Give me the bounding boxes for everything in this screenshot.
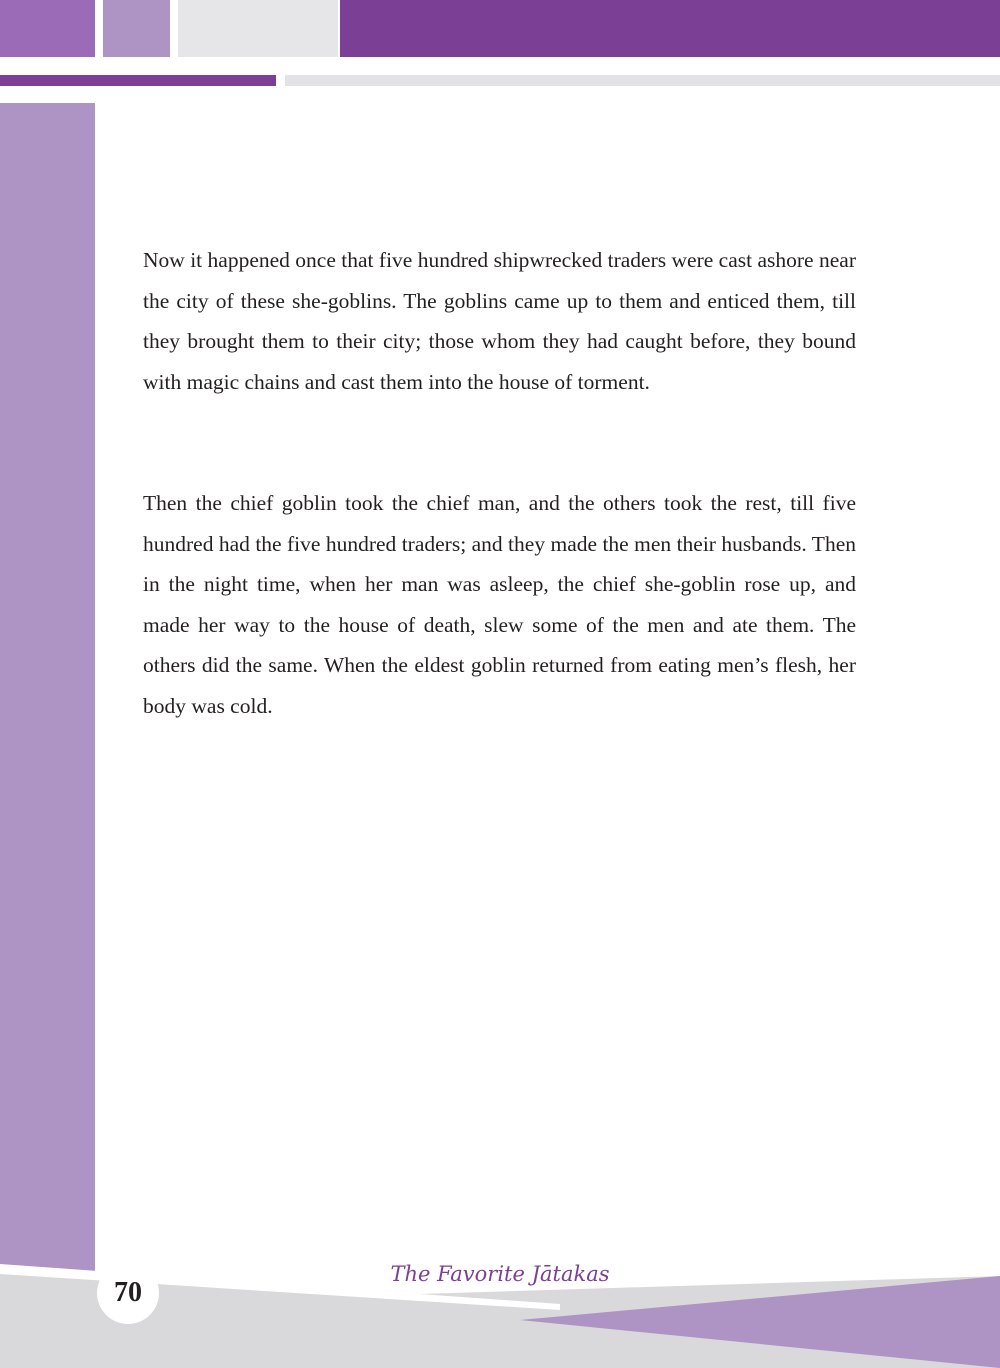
header-rule-purple xyxy=(0,75,276,86)
header-block-gray xyxy=(178,0,338,57)
paragraph-1: Now it happened once that five hundred shipwrecked traders were cast ashore near the city of these she-goblins. The goblins came up to them and enticed them, till they brought them to their city; those whom they had caught before, they bound with magic chains and cast them into the house of torment. xyxy=(143,248,856,394)
header-block-lavender xyxy=(103,0,170,57)
paragraph-2: Then the chief goblin took the chief man, and the others took the rest, till five hundred had the five hundred traders; and they made the men their husbands. Then in the night time, when her man was asleep, the chief she-goblin rose up, and made her way to the house of death, slew some of the men and ate them. The others did the same. When the eldest goblin returned from eating men’s flesh, her body was cold. xyxy=(143,491,856,718)
header-block-violet xyxy=(0,0,95,57)
left-side-band xyxy=(0,103,95,1273)
header-block-purple xyxy=(340,0,1000,57)
page-number: 70 xyxy=(114,1277,142,1308)
book-title: The Favorite Jātakas xyxy=(390,1262,610,1286)
header-rule-gray xyxy=(285,75,1000,86)
